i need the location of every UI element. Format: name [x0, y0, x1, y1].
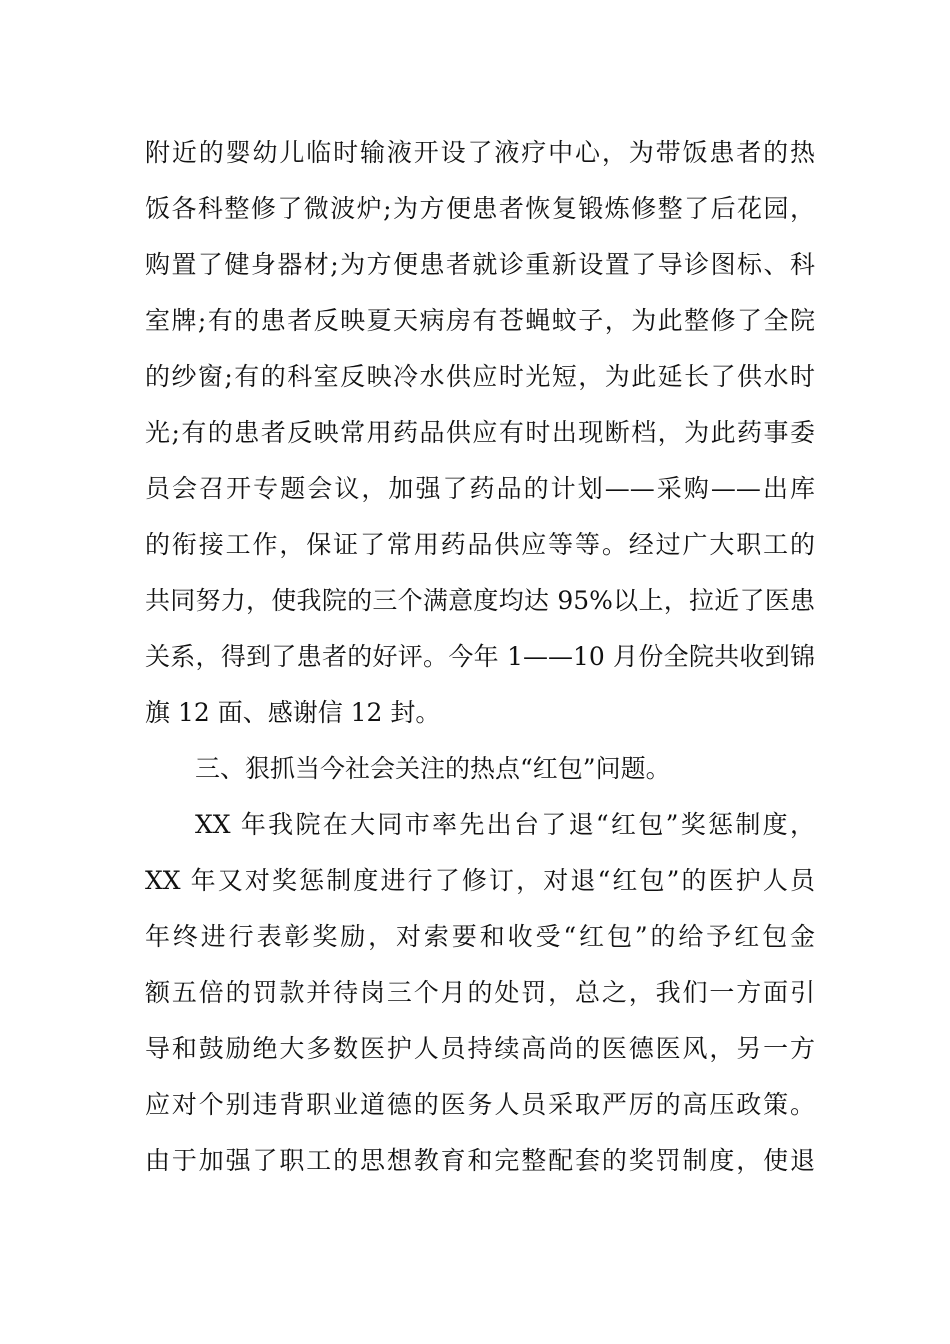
text-line: 员会召开专题会议，加强了药品的计划——采购——出库: [145, 474, 815, 503]
text-line: 购置了健身器材;为方便患者就诊重新设置了导诊图标、科: [145, 250, 815, 279]
text-line: 年终进行表彰奖励，对索要和收受“红包”的给予红包金: [145, 922, 815, 951]
text-line: 应对个别违背职业道德的医务人员采取严厉的高压政策。: [145, 1090, 815, 1119]
text-line: XX 年又对奖惩制度进行了修订，对退“红包”的医护人员: [145, 866, 815, 895]
text-line: 饭各科整修了微波炉;为方便患者恢复锻炼修整了后花园，: [145, 194, 815, 223]
text-line: 光;有的患者反映常用药品供应有时出现断档，为此药事委: [145, 418, 815, 447]
text-line: 关系，得到了患者的好评。今年 1——10 月份全院共收到锦: [145, 642, 815, 671]
text-line: 旗 12 面、感谢信 12 封。: [145, 698, 441, 727]
text-line: 由于加强了职工的思想教育和完整配套的奖罚制度，使退: [145, 1146, 815, 1175]
text-line: 附近的婴幼儿临时输液开设了液疗中心，为带饭患者的热: [145, 138, 815, 167]
text-line: 导和鼓励绝大多数医护人员持续高尚的医德医风，另一方: [145, 1034, 815, 1063]
text-line: 的衔接工作，保证了常用药品供应等等。经过广大职工的: [145, 530, 815, 559]
text-line: 的纱窗;有的科室反映冷水供应时光短，为此延长了供水时: [145, 362, 815, 391]
text-line: 共同努力，使我院的三个满意度均达 95%以上，拉近了医患: [145, 586, 815, 615]
text-line: 额五倍的罚款并待岗三个月的处罚，总之，我们一方面引: [145, 978, 815, 1007]
text-line: XX 年我院在大同市率先出台了退“红包”奖惩制度，: [195, 810, 815, 839]
text-line: 室牌;有的患者反映夏天病房有苍蝇蚊子，为此整修了全院: [145, 306, 815, 335]
section-heading: 三、狠抓当今社会关注的热点“红包”问题。: [195, 754, 671, 783]
